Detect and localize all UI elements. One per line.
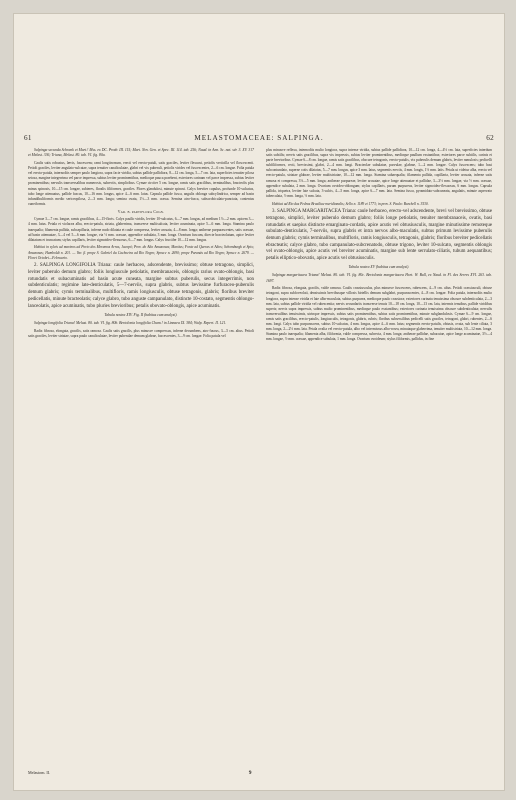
- right-column: [266, 14, 492, 345]
- plate-reference-margaritacea: Tabula nostra XV (habitus cum analysi).: [348, 265, 410, 270]
- left-page-number: 61: [24, 134, 32, 142]
- description-longifolia-continued: plus minusve reflexa, internodiis multo longiora, supra intense viridia, subtus pallide pallidiora, 10—12 cm. longa, 4—4½ cm. lata, superficies interdum satis subtilis; nervis satis gracilibus, supra vix impressis, subtus leviter prominentibus, medioque paullum exstantibus; exteriores parce subtilis, carinis et parte brevioribus. Cymae 6—8 cm. longae, ramis satis gracilibus, obscure tetragonis, erecto-patulis, vix puberulis demum glabris, leviter ramulosis; pedicelli subfiliformes, recti, brevissimi, glabri, 2—4 mm. longi. Bracteolae subulatae, parvulae, glabrae, 1—2 mm. longae. Calyx fuscescens; tubo basi subcontundato, superne cotis dilatatus, 5—7 mm. longus, apice 3 mm. latus, segmentis erectis, 4 mm. longis, 1½ mm. latis. Petala ut videtur alba, erecta vel erecto-patula, striatae glabrae, leviter multistriatae, 10—12 mm. longa. Stamina subaequalia; filamenta pallida, capillaria, leviter arcuata, inferne satis ramosa et compressa, 3½—5 mm. longa; antherae purpureae, leviter arcuatae, apice longe attenuatae et pallidae, 3—3½ mm. longae, via ½ mm. crassae, appendice subulata, 2 mm. longa. Ovarium ovoideo-oblongum; stylus capillaris, parum purpureus, leviter sigmoideo-flexuosus, 6 mm. longus. Capsula pallida, triquetra, leviter late sulcata, 3-sulcis, 4—5 mm. longa, apice 6—7 mm. lata. Semina fusca, pyramidato-subcuneata, angulatis, minute aspervato tuberculata, ½ mm. longa, ½ mm. lata.: [266, 148, 492, 198]
- description-longifolia: Radix fibrosa, elongata, gracilis, satis ramosa. Caulis satis gracilis, plus minusve compressus, inferne decumbens, atro-fuscus, 3—5 cm. altus. Petioli satis graciles, leviter striatae, supra paulo canaliculatae, leviter puberulae demum glabrae, fuscescentes, 3—9 cm. longae. Folia patula vel: [28, 328, 254, 338]
- species-heading-margaritacea: 3. SALPINGA MARGARITACEA Triana: caule herbaceo, erecto-vel adscendente, brevi vel brevissimo, obtuse tetragono, simplici, leviter puberulo demum glabro; foliis longe petiolatis, tenuiter membranaceis, ovatis, basi rotundatis et saepius distincte emarginato-cordatis, apice acutis vel obtusiusculis, margine minutissime remoteque subulato-denticulatis, 7-nerviis, supra glabris et intra nervos albo-maculatis, subtus primum levissime puberulis demum glabris; cymis terminalibus, multifloris, ramis longiusculis, tetragonis, glabris; floribus breviter pedicellatis ebracteatis; calyce glabro, tubo campanulato-subcrenatodo, obtuse trigono, leviter 10-sulcato, segmentis oblongis vel ovato-oblongis, apice acutis vel breviter acuminatis, margine sub lente serrulato-ciliatis, tubum aequantibus; petalis elliptico-obovatis, apice acutis vel obtusiusculis.: [266, 209, 492, 262]
- signature-number: 9: [248, 770, 252, 776]
- running-title: MELASTOMACEAE: SALPINGA.: [194, 134, 324, 142]
- variety-heading: Var. β. parviflora Cogn.: [117, 209, 165, 214]
- citation-margaritacea: Salpinga margaritacea Triana! Melast. 80. tab. VI. fig. 80c. Bertolonia margaritacea Hort. W. Bull, ex Naud. in Fl. des Serres XVI. 263. tab. 1697.: [266, 273, 492, 283]
- species-heading-longifolia: 2. SALPINGA LONGIFOLIA Triana: caule herbaceo, adscendente, brevissimo; obtuse tetragono, simplici, leviter puberulo demum glabro; foliis longiuscule petiolatis, membranaceis, oblongis rarius ovato-oblongis, basi rotundatis et subacuminatis ad basin acute cuneata, margine subtus puberulis, secus integerrimis, non subdenticulatis; regimine late-denticulatis, 5—7-nerviis, supra glabris, subtus lævissime furfuraceo-puberulis demum glabris; cymis terminalibus, multifloris, ramis longiusculis, obtuse tetragonis, glabris; floribus breviter pedicellatis, minute bracteolatis; calyce glabro, tubo anguste campanulato, distincte 10-costato, segmentis oblongo-lanceolatis, apice acuminatis, tubo pluries brevioribus; petalis obovato-oblongis, apice acuminatis.: [28, 263, 254, 309]
- citation-secunda: Salpinga secunda Schrank et Mart.! Mss. ex DC. Prodr. III. 115; Mart. Nov. Gen. et Spec. III. 114. tab. 256; Naud. in Ann. Sc. nat. sér. 3. XV. 317 et Melast. 336; Triana, Melast. 80. tab. VI. fig. 80a.: [28, 148, 254, 158]
- page-footer: [28, 770, 490, 776]
- description-margaritacea: Radix fibrosa, elongata, gracilis, valde ramosa. Caulis crassiusculus, plus minusve fuscescens, rubescens, 4—9 cm. altus. Petioli crassiusculi, obtuse tetragoni, supra subfoveolati, densissimis brevibusque villosis hirtellis demum subglabri, purpurascentes, 4—8 cm. longae. Folia patula, internodiis multo longiora, supra intense viridia et late albo-maculata, subtus purpurea, medioque paulo crassiora; exteriores carinata tenuissima obscure subdenticulata, 2—3 mm. lata, subtus pallide viridia vel rubescentia; nervis secundariis transverse tenuis 10—18 cm. longa, 10—13 cm. lata, intermis tenuibus, pallide viridibus superis; nervis supra impressis, subtus multo prominentibus, medioque paulo exstantibus; exteriores carinata tenuissima obscure subdenticulata; nervulis transversalibus tenuissimis, utrinque impressis, subtus satis prominentibus, subtus satis prominentibus, minute subglandulosis. Cymae 6—9 cm. longae, ramis satis gracilibus, erecto-patulis, longiusculis, tetragonis, glabris, rubris; floribus subsessilibus pedicelli satis graciles, tetragoni, glabri, rubentes, 2—6 mm. longi. Calyx tubo purpurascens, subtus 10-sulcatus, 4 mm. longus, apice 4—6 mm. latus; segmentis erecto-patulis, obtusis, ovata, sub lente ciliata, 3 mm. longa, 2—2½ mm. lata. Petala ovalia vel erecto-patula, albo vel intermissus albo-rosea, minutaque glaberrima, tenuiter multistriata, 10—12 mm. longa. Stamina paulo inaequalia; filamenta alba, filiformia, valde compressa, subrecta, 4 mm. longa; antherae pallidae, subacutae, apice longe acuminatae, 3½—4 mm. longae, ½ mm. crassae, appendice subulata, 1 mm. longa. Ovarium ovoideum; stylus filiformis, pallidus, in fine: [266, 286, 492, 342]
- localities-longifolia: Habitat ad Rio das Pedras Brasiliae meridionalis; Sello n. 1189 et 1773; in prov. S. Paulo: Burchell n. 3530.: [272, 201, 429, 206]
- variety-localities: Habitat in sylvis ad marinos ad Porto dos Meramos Arras, Jacopó; Prov. do Alto Amazonas; Martius; Fonte ad Queras et Altos; Schomburgk et Spix; Amazonas; Humboldt n. 201. — Var. β. prope S. Gabriel da Cachoeira ad Rio Negro; Spruce n. 2690; prope Paranás ad Rio Negro; Spruce n. 2679. — Floret Octobri—Februario.: [28, 245, 254, 260]
- description-secunda: Caulis satis robustus, lævis, fuscescens; rami longitrorsum, erecti vel erecto-patuli, satis graciles, leviter flexuosi, petiolis verticilla vel floscescenti. Petioli graciles, leviter angulato-sulcatae, supra tenuiter canaliculatae, glabri vel vix puberuli, petiolis virides vel fuscescentes, 2—6 cm. longae. Folia patula vel erecto-patula, internodiis semper paulo longiora, supra facie viridia, subtus pallide pallidiora, 8—12 cm. longa, 5—7 cm. lata, superficies tenuiter pilosa setosa, margine integerrima vel parce impressa, subtus leviter prominentibus, medioque pauca praebent, exteriores carinam vel parce impressa, subtus leviter prominentibus; nervulis transversalibus numerosis, subrectis, simplicibus. Cymae circiter 5 cm. longae, ramis satis gracilibus, terminalibus, bracteolis plus minus spinosis, 10—15 cm. longae, subteres, floralis filiformes, graciles. Flores glandulosi, minute spinosi. Calyx breviter cupulus, profunde 10-sulcatus, tubo longe attenuatus, pallide fuscus, 10—16 mm. longus, apice 4—6 mm. latus. Capsula pallide fusca, angulis oblonga subcylindrica, semper ad basin infundibuliformis medio sericeopilosa, 2—3 mm. longa; semina ovata, 1½—3 mm. crassa. Semina atro-fusca, subscrobiculato-punctata, contentus cuneiformis.: [28, 161, 254, 206]
- right-page-number: 62: [486, 134, 494, 142]
- plate-reference-longifolia: Tabula nostra XIV. Fig. II (habitus cum analysi).: [104, 312, 178, 317]
- citation-longifolia: Salpinga longifolia Triana! Melast. 80. tab. VI. fig. 80b. Bertolonia longifolia Cham.! in Linnaea IX. 384; Walp. Repert. II. 121.: [34, 320, 227, 325]
- book-page: [14, 14, 504, 790]
- variety-description: Cymae 3—7 cm. longae, ramis gracilibus, 4—15-floris. Calyx paullo viridis, leviter 10-sulcatus, 6—7 mm. longus, ad medium 1½—2 mm. apicem 3—4 mm. latus. Petala et violacea alba, erecto-patula, striata, glaberrima, transverse multisulcata, leviter acuminata, apice 5—6 mm. longa. Stamina paulo inaequalia; filamenta pallida, subcapillaria, inferne nudo dilatata et caule compressa, leviter arcuata, 4—8 mm. longa; antherae purpurascentes, satis crassae, ad basin attenuatae, 3—4 vel 5—6 mm. longae, via ½ mm. crassae, appendice subulata, 3 mm. longa. Ovarium fuscum, directe bracteolatum, apice leviter dilatatum et truncatum; stylus capillaris, leviter sigmoideo-flexuosus, 6—7 mm. longus. Calyx fructifer 10—12 mm. longus.: [28, 217, 254, 242]
- volume-signature: Melastom. II.: [28, 770, 51, 775]
- left-column: [28, 148, 254, 341]
